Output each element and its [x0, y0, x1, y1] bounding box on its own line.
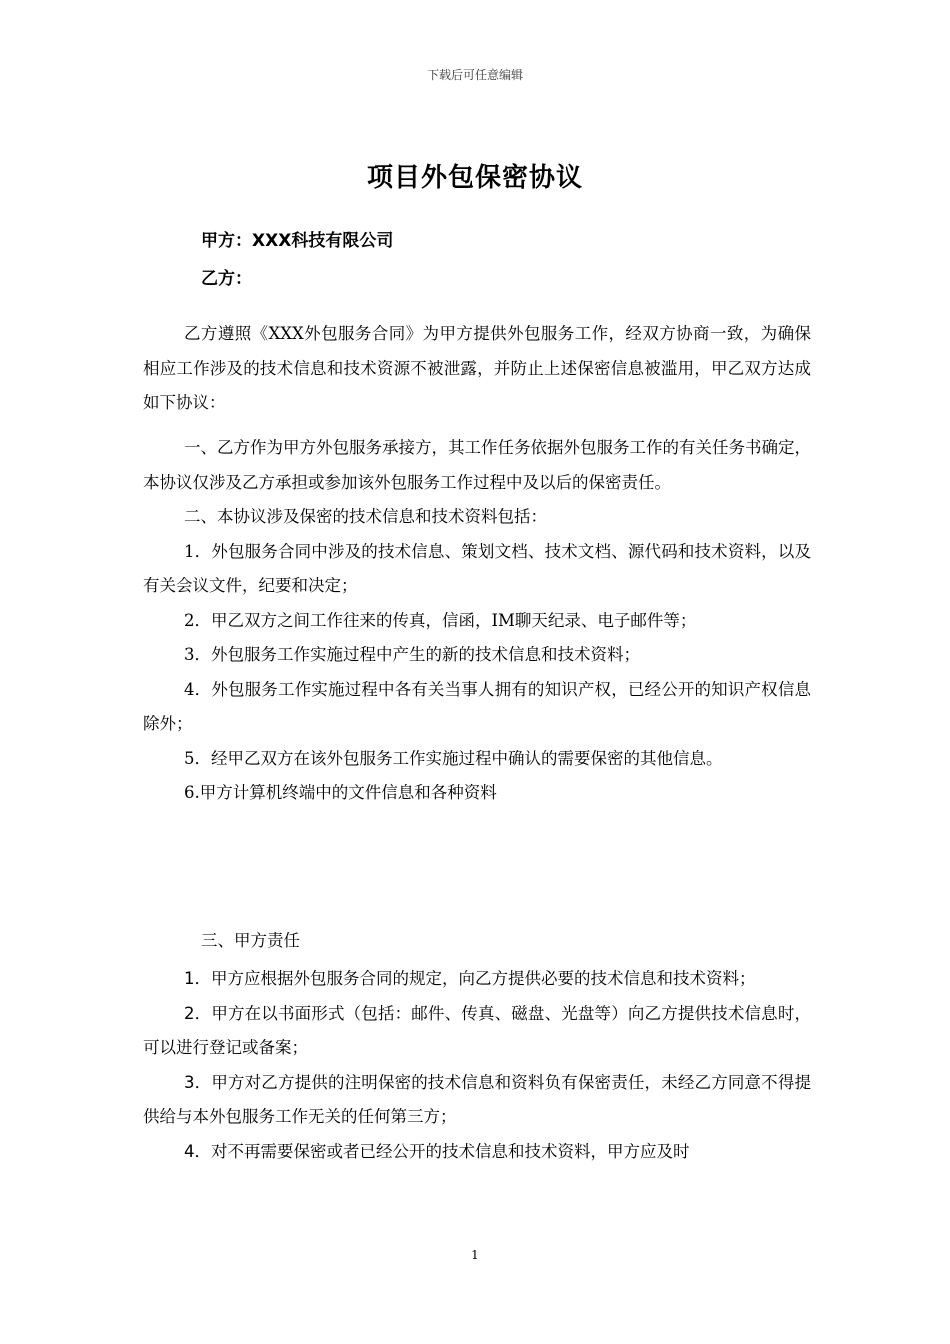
clause-3-item-1 — [143, 962, 811, 997]
clause-3-item-4 — [143, 1135, 811, 1170]
clause-3-item-4-text: ．对不再需要保密或者已经公开的技术信息和技术资料，甲方应及时 — [194, 1141, 690, 1161]
page-header: 下载后可任意编辑 — [426, 68, 523, 82]
document-title: 项目外包保密协议 — [366, 163, 583, 193]
clause-2-item-1: 1．外包服务合同中涉及的技术信息、策划文档、技术文档、源代码和技术资料，以及有关会议文件，纪要和决定； — [143, 541, 811, 595]
clause-3-item-2 — [143, 997, 811, 1066]
clause-3-item-3-text: ．甲方对乙方提供的注明保密的技术信息和资料负有保密责任，未经乙方同意不得提供给与本外包服务工作无关的任何第三方； — [143, 1072, 811, 1126]
intro-paragraph — [143, 317, 811, 421]
clause-2-item-6: 6.甲方计算机终端中的文件信息和各种资料 — [184, 783, 497, 802]
clause-2-item-2: 2．甲乙双方之间工作往来的传真，信函，IM聊天纪录、电子邮件等； — [184, 610, 697, 630]
clause-3-item-4-number: 4 — [184, 1141, 195, 1161]
header-divider — [143, 87, 807, 88]
clause-3-item-2-text: ．甲方在以书面形式（包括：邮件、传真、磁盘、光盘等）向乙方提供技术信息时，可以进行登记或备案； — [143, 1003, 811, 1057]
clause-3-item-3 — [143, 1066, 811, 1135]
clauses-block-1-2 — [143, 431, 811, 811]
clause-2-item-3: 3．外包服务工作实施过程中产生的新的技术信息和技术资料； — [184, 645, 640, 664]
page-number: 1 — [471, 1248, 479, 1262]
clause-2-item-4: 4．外包服务工作实施过程中各有关当事人拥有的知识产权，已经公开的知识产权信息除外； — [143, 679, 811, 733]
clause-1: 一、乙方作为甲方外包服务承接方，其工作任务依据外包服务工作的有关任务书确定，本协议仅涉及乙方承担或参加该外包服务工作过程中及以后的保密责任。 — [143, 438, 811, 492]
party-a-line: 甲方：XXX科技有限公司 — [201, 231, 394, 251]
party-b-line: 乙方： — [201, 269, 252, 289]
clause-3-item-1-number: 1 — [184, 969, 195, 988]
intro-text: 乙方遵照《XXX外包服务合同》为甲方提供外包服务工作，经双方协商一致，为确保相应工作涉及的技术信息和技术资源不被泄露，并防止上述保密信息被滥用，甲乙双方达成如下协议： — [143, 324, 811, 412]
clause-3-heading: 三、甲方责任 — [201, 931, 300, 950]
clause-3-item-1-text: ．甲方应根据外包服务合同的规定，向乙方提供必要的技术信息和技术资料； — [194, 969, 756, 988]
clause-3-block — [143, 962, 811, 1169]
clause-3-item-3-number: 3 — [184, 1072, 195, 1092]
clause-2-item-5: 5．经甲乙双方在该外包服务工作实施过程中确认的需要保密的其他信息。 — [184, 748, 723, 768]
clause-2-heading: 二、本协议涉及保密的技术信息和技术资料包括： — [184, 507, 547, 526]
clause-3-item-2-number: 2 — [184, 1003, 195, 1023]
